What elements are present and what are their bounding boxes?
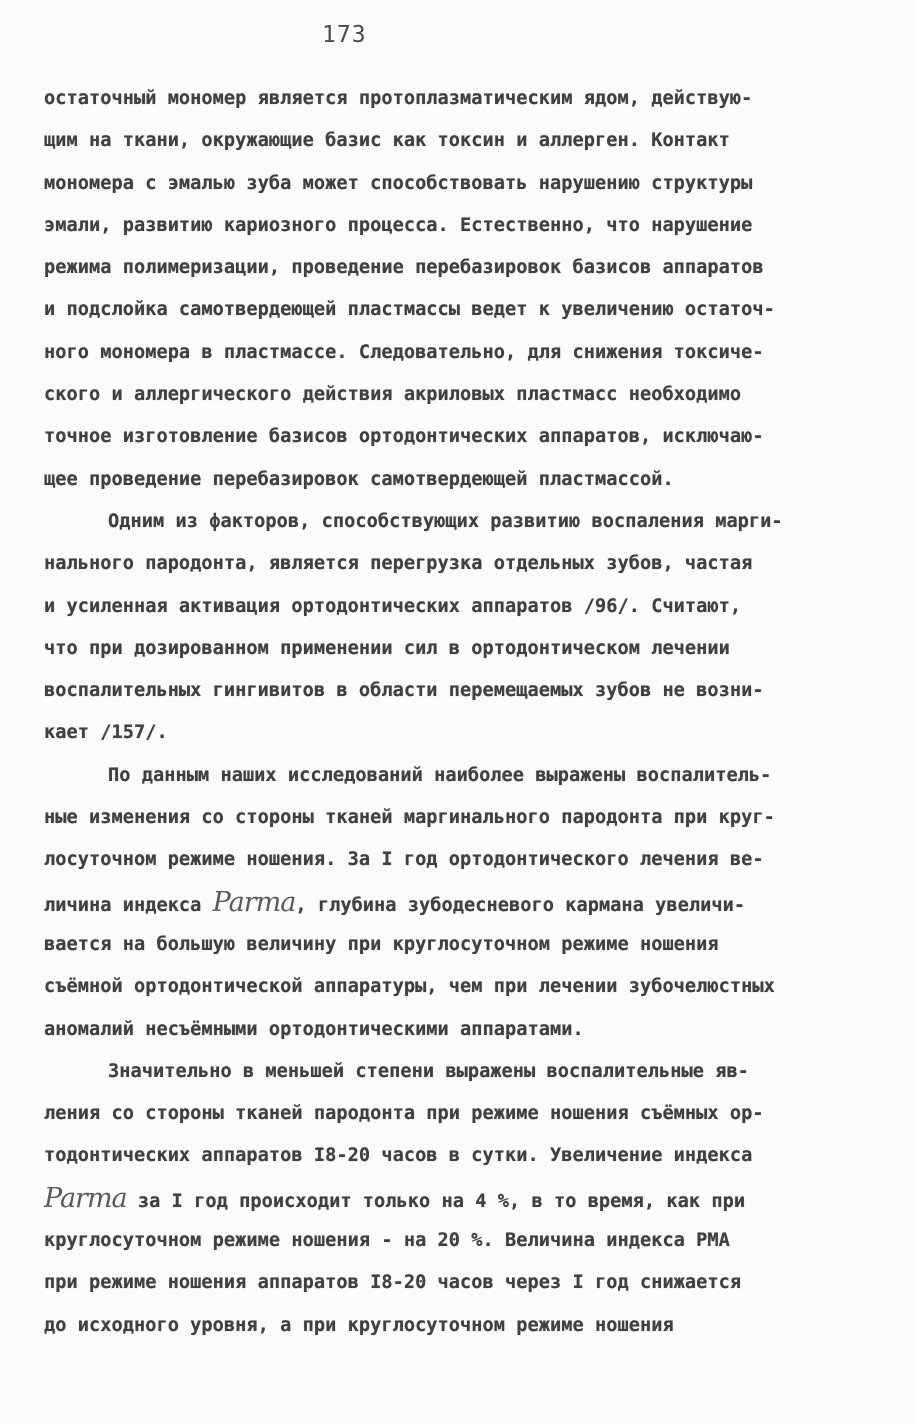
text-line: воспалительных гингивитов в области перемещаемых зубов не возни- — [44, 680, 764, 702]
text-line: мономера с эмалью зуба может способствовать нарушению структуры — [44, 172, 753, 194]
text-line: остаточный мономер является протоплазматическим ядом, действую- — [44, 88, 753, 109]
text-line: щим на ткани, окружающие базис как токсин и аллерген. Контакт — [44, 130, 730, 152]
body-text — [44, 78, 884, 1347]
text-segment: за I год происходит только на 4 %, в то время, как при — [126, 1190, 746, 1212]
text-line: тодонтических аппаратов I8-20 часов в сутки. Увеличение индекса — [44, 1145, 753, 1167]
page-number: 173 — [322, 22, 367, 48]
text-line: и подслойка самотвердеющей пластмассы ведет к увеличению остаточ- — [44, 299, 775, 321]
text-line: режима полимеризации, проведение перебазировок базисов аппаратов — [44, 257, 764, 279]
text-line — [44, 882, 884, 924]
text-line: точное изготовление базисов ортодонтических аппаратов, исключаю- — [44, 426, 764, 448]
text-line: до исходного уровня, а при круглосуточном режиме ношения — [44, 1314, 674, 1336]
text-line: По данным наших исследований наиболее выражены воспалитель- — [108, 764, 772, 786]
text-line: лосуточном режиме ношения. За I год ортодонтического лечения ве- — [44, 849, 764, 871]
text-line: кает /157/. — [44, 722, 168, 744]
text-line: Одним из факторов, способствующих развитию воспаления марги- — [108, 510, 783, 532]
text-line: съёмной ортодонтической аппаратуры, чем при лечении зубочелюстных — [44, 976, 775, 998]
text-segment: личина индекса — [44, 894, 213, 916]
text-line: Значительно в меньшей степени выражены воспалительные яв- — [108, 1060, 749, 1082]
text-line: эмали, развитию кариозного процесса. Естественно, что нарушение — [44, 214, 753, 236]
text-line: вается на большую величину при круглосуточном режиме ношения — [44, 933, 719, 955]
text-line: ные изменения со стороны тканей маргинального пародонта при круг- — [44, 807, 775, 829]
handwritten-index-name: Parma — [212, 886, 296, 918]
text-line: и усиленная активация ортодонтических аппаратов /96/. Считают, — [44, 595, 742, 617]
text-segment: , глубина зубодесневого кармана увеличи- — [295, 894, 746, 916]
text-line: круглосуточном режиме ношения - на 20 %. Величина индекса РМА — [44, 1230, 730, 1252]
text-line — [44, 1178, 884, 1220]
text-line: что при дозированном применении сил в ортодонтическом лечении — [44, 637, 730, 659]
text-line: аномалий несъёмными ортодонтическими аппаратами. — [44, 1018, 584, 1040]
text-line: ления со стороны тканей пародонта при режиме ношения съёмных ор- — [44, 1103, 764, 1125]
text-line: при режиме ношения аппаратов I8-20 часов через I год снижается — [44, 1272, 742, 1294]
text-line: ного мономера в пластмассе. Следовательно, для снижения токсиче- — [44, 341, 764, 363]
text-line: нального пародонта, является перегрузка отдельных зубов, частая — [44, 553, 753, 575]
text-line: ского и аллергического действия акриловых пластмасс необходимо — [44, 384, 742, 406]
text-line: щее проведение перебазировок самотвердеющей пластмассой. — [44, 468, 674, 490]
handwritten-index-name: Parma — [44, 1182, 127, 1214]
